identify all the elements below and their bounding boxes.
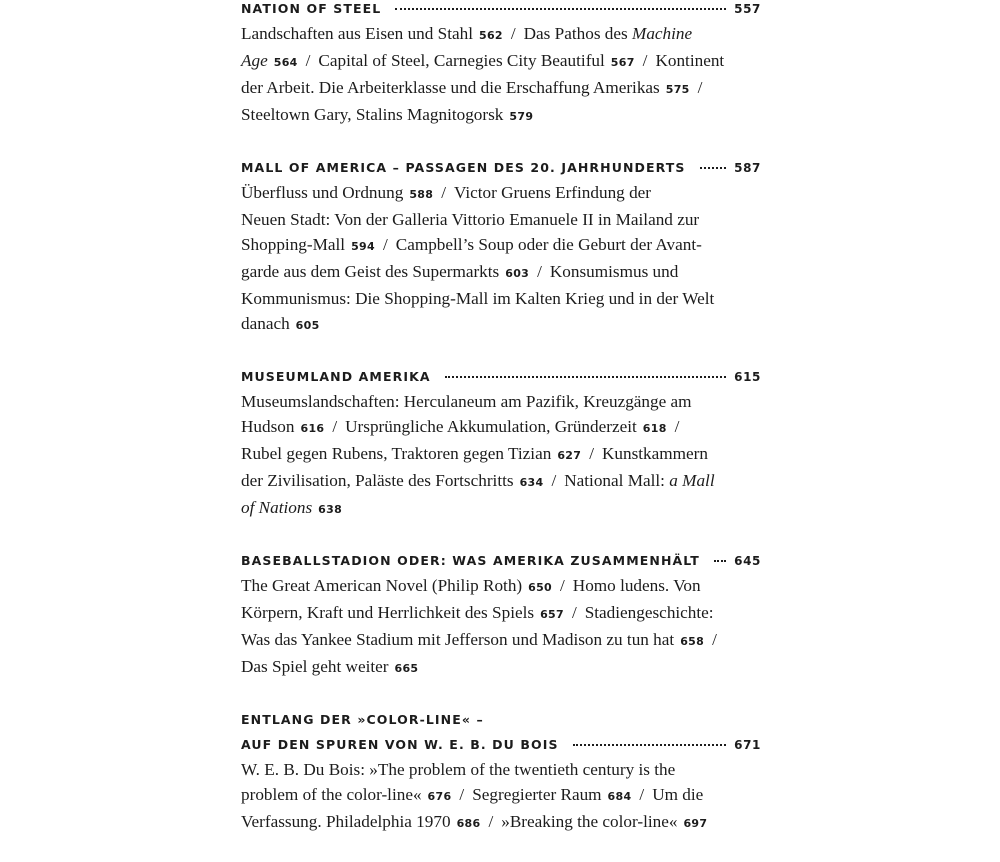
section-heading[interactable]	[241, 0, 761, 21]
toc-section	[241, 155, 761, 338]
entry-page-number: 618	[642, 422, 667, 435]
entry-separator: /	[712, 630, 717, 649]
entry-text: W. E. B. Du Bois: »The problem of the twentieth century is the	[241, 760, 676, 779]
entry-text: Segregierter Raum	[472, 785, 602, 804]
entry-page-number: 650	[528, 581, 553, 594]
entry-separator: /	[537, 262, 542, 281]
entry-line	[241, 389, 741, 414]
entry-line	[241, 311, 741, 338]
entry-text-italic: a Mall	[669, 471, 715, 490]
entry-separator: /	[560, 576, 565, 595]
entry-text: Kontinent	[655, 51, 725, 70]
entry-text: Shopping-Mall	[241, 235, 346, 254]
entry-text: Victor Gruens Erfindung der	[453, 183, 652, 202]
entry-text: Capital of Steel, Carnegies City Beautiful	[318, 51, 605, 70]
entry-page-number: 567	[610, 56, 635, 69]
entry-separator: /	[571, 603, 577, 622]
entry-page-number: 634	[519, 476, 544, 489]
section-entries	[241, 21, 741, 129]
entry-text: Campbell’s Soup oder die Geburt der Avant-	[395, 235, 702, 254]
toc-section	[241, 548, 761, 681]
entry-line	[241, 468, 741, 495]
section-heading[interactable]	[241, 548, 761, 573]
section-page-number: 587	[734, 161, 761, 175]
table-of-contents	[241, 0, 761, 862]
entry-text: National Mall:	[564, 471, 670, 490]
entry-line	[241, 259, 741, 286]
entry-page-number: 562	[478, 29, 503, 42]
section-title: NATION OF STEEL	[241, 1, 382, 16]
entry-text: Landschaften aus Eisen und Stahl	[241, 24, 473, 43]
entry-text: der Arbeit. Die Arbeiterklasse und die Erschaffung Amerikas	[241, 78, 660, 97]
entry-text: Das Pathos des	[523, 24, 633, 43]
entry-line	[241, 21, 741, 48]
section-page-number: 645	[734, 554, 761, 568]
entry-line	[241, 180, 741, 207]
entry-page-number: 616	[300, 422, 325, 435]
entry-page-number: 638	[318, 503, 343, 516]
dot-leader	[395, 8, 726, 10]
entry-page-number: 594	[351, 240, 375, 253]
entry-line	[241, 654, 741, 681]
section-entries	[241, 757, 741, 836]
entry-separator: /	[642, 51, 648, 70]
entry-line	[241, 600, 741, 627]
entry-page-number: 686	[456, 817, 481, 830]
entry-text: Kunstkammern	[601, 444, 708, 463]
entry-text: Ursprüngliche Akkumulation, Gründerzeit	[345, 417, 637, 436]
entry-separator: /	[510, 24, 516, 43]
entry-text: der Zivilisation, Paläste des Fortschritts	[241, 471, 514, 490]
section-title: MALL OF AMERICA – PASSAGEN DES 20. JAHRHUNDERTS	[241, 160, 686, 175]
entry-separator: /	[305, 51, 311, 70]
entry-separator: /	[459, 785, 465, 804]
section-entries	[241, 180, 741, 338]
entry-text: Konsumismus und	[549, 262, 679, 281]
entry-separator: /	[382, 235, 388, 254]
entry-text: Das Spiel geht weiter	[241, 657, 389, 676]
toc-section	[241, 707, 761, 836]
entry-text-italic: of Nations	[241, 498, 313, 517]
section-heading[interactable]	[241, 364, 761, 389]
entry-text: Überfluss und Ordnung	[241, 183, 404, 202]
entry-page-number: 658	[680, 635, 705, 648]
entry-text: Steeltown Gary, Stalins Magnitogorsk	[241, 105, 504, 124]
entry-line	[241, 286, 741, 311]
entry-separator: /	[441, 183, 446, 202]
entry-text: Rubel gegen Rubens, Traktoren gegen Tizian	[241, 444, 552, 463]
entry-line	[241, 48, 741, 75]
section-heading[interactable]	[241, 155, 761, 180]
dot-leader	[714, 560, 726, 562]
entry-page-number: 579	[509, 110, 534, 123]
entry-text: »Breaking the color-line«	[501, 812, 678, 831]
section-page-number: 615	[734, 370, 761, 384]
entry-separator: /	[488, 812, 494, 831]
entry-text: Körpern, Kraft und Herrlichkeit des Spiels	[241, 603, 535, 622]
entry-text: The Great American Novel (Philip Roth)	[241, 576, 523, 595]
entry-page-number: 676	[427, 790, 452, 803]
entry-line	[241, 757, 741, 782]
entry-line	[241, 75, 741, 102]
entry-text-italic: Machine	[632, 24, 693, 43]
dot-leader	[573, 744, 727, 746]
entry-page-number: 684	[607, 790, 632, 803]
entry-line	[241, 495, 741, 522]
section-title: BASEBALLSTADION ODER: WAS AMERIKA ZUSAMMENHÄLT	[241, 553, 700, 568]
entry-page-number: 657	[540, 608, 564, 621]
entry-line	[241, 414, 741, 441]
entry-separator: /	[589, 444, 594, 463]
entry-text: Homo ludens. Von	[572, 576, 701, 595]
entry-page-number: 588	[409, 188, 434, 201]
entry-line	[241, 573, 741, 600]
entry-text: Verfassung. Philadelphia 1970	[241, 812, 451, 831]
section-heading[interactable]	[241, 732, 761, 757]
entry-text: garde aus dem Geist des Supermarkts	[241, 262, 500, 281]
entry-separator: /	[551, 471, 557, 490]
toc-section	[241, 0, 761, 129]
entry-text: Hudson	[241, 417, 295, 436]
entry-text: Museumslandschaften: Herculaneum am Pazifik, Kreuzgänge am	[241, 392, 692, 411]
entry-page-number: 697	[683, 817, 708, 830]
section-heading-line: ENTLANG DER »COLOR-LINE« –	[241, 712, 484, 727]
entry-line	[241, 782, 741, 809]
entry-page-number: 605	[295, 319, 320, 332]
entry-text: Stadiengeschichte:	[584, 603, 714, 622]
dot-leader	[445, 376, 727, 378]
section-entries	[241, 389, 741, 522]
entry-page-number: 603	[505, 267, 530, 280]
entry-text: Kommunismus: Die Shopping-Mall im Kalten Krieg und in der Welt	[241, 289, 715, 308]
entry-separator: /	[674, 417, 680, 436]
entry-line	[241, 207, 741, 232]
section-entries	[241, 573, 741, 681]
entry-separator: /	[332, 417, 338, 436]
dot-leader	[700, 167, 727, 169]
section-title: AUF DEN SPUREN VON W. E. B. DU BOIS	[241, 737, 559, 752]
entry-separator: /	[697, 78, 703, 97]
entry-text: Neuen Stadt: Von der Galleria Vittorio Emanuele II in Mailand zur	[241, 210, 700, 229]
toc-section	[241, 364, 761, 522]
entry-text-italic: Age	[241, 51, 268, 70]
entry-text: danach	[241, 314, 290, 333]
entry-line	[241, 441, 741, 468]
section-page-number: 557	[734, 2, 761, 16]
entry-text: Was das Yankee Stadium mit Jefferson und Madison zu tun hat	[241, 630, 675, 649]
entry-page-number: 564	[273, 56, 298, 69]
entry-separator: /	[639, 785, 645, 804]
entry-line	[241, 809, 741, 836]
section-title: MUSEUMLAND AMERIKA	[241, 369, 431, 384]
entry-page-number: 665	[394, 662, 419, 675]
entry-text: Um die	[652, 785, 704, 804]
entry-page-number: 575	[665, 83, 690, 96]
entry-line	[241, 232, 741, 259]
entry-line	[241, 102, 741, 129]
entry-page-number: 627	[557, 449, 582, 462]
section-page-number: 671	[734, 738, 761, 752]
entry-text: problem of the color-line«	[241, 785, 422, 804]
entry-line	[241, 627, 741, 654]
